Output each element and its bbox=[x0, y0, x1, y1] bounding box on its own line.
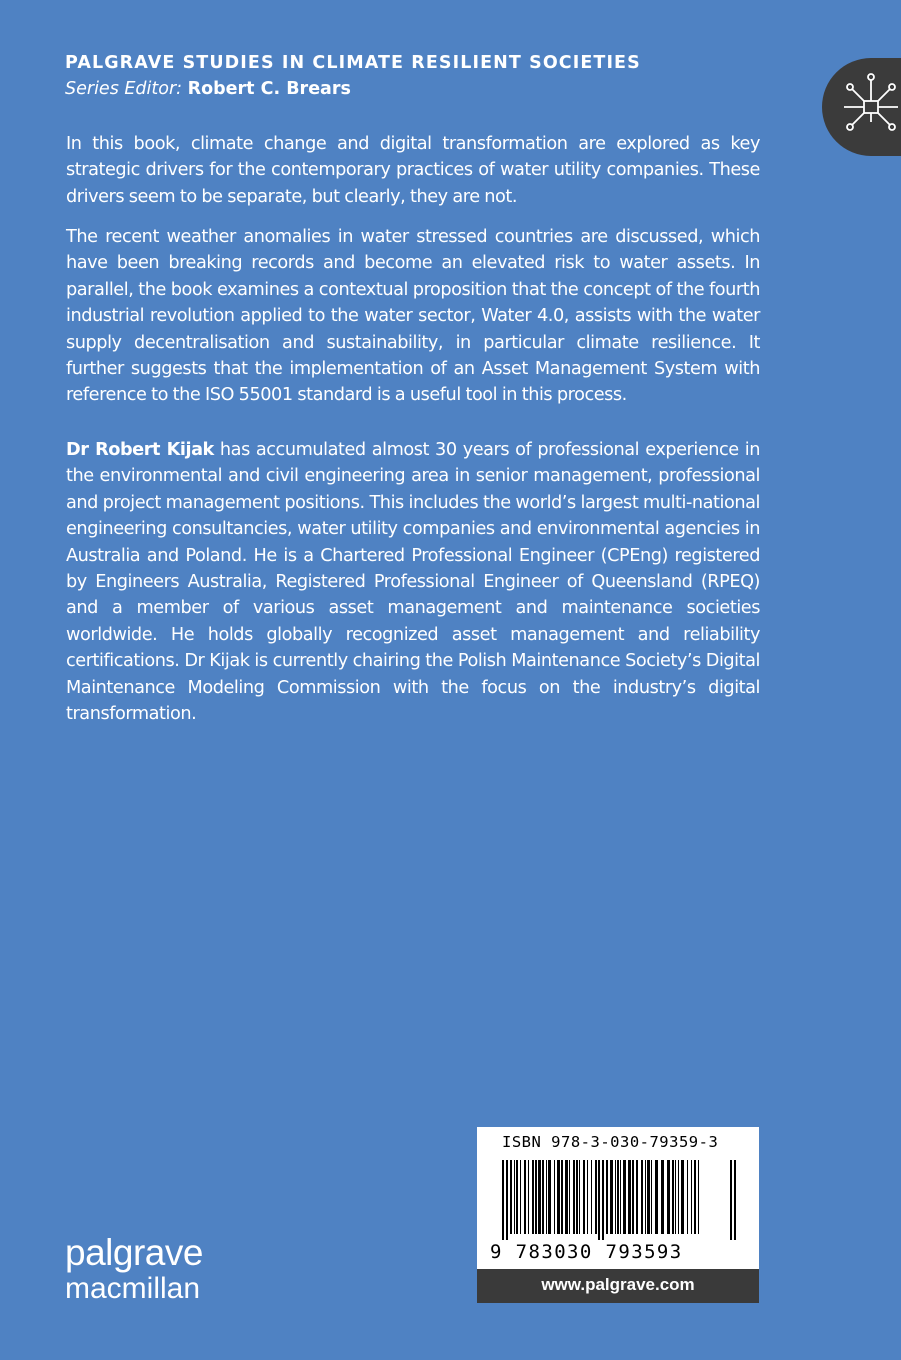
series-editor bbox=[65, 79, 351, 99]
publisher-url: www.palgrave.com bbox=[477, 1269, 759, 1303]
blurb-paragraph-1: In this book, climate change and digital transformation are explored as key strategic drivers for the contemporary practices of water utility companies. These drivers seem to be separate, but clearly, they are not. bbox=[66, 134, 760, 207]
barcode-digits: 9 783030 793593 bbox=[490, 1241, 683, 1263]
author-bio-text: has accumulated almost 30 years of professional experience in the environmental and civil engineering area in senior management, professional and project management positions. This includes the world’s largest multi-national engineering consultancies, water utility companies and environmental agencies in Australia and Poland. He is a Chartered Professional Engineer (CPEng) registered by Engineers Australia, Registered Professional Engineer of Queensland (RPEQ) and a member of various asset management and maintenance societies worldwide. He holds globally recognized asset management and reliability certifications. Dr Kijak is currently chairing the Polish Maintenance Society’s Digital Maintenance Modeling Commission with the focus on the industry’s digital transformation. bbox=[66, 440, 761, 725]
author-bio-paragraph bbox=[66, 437, 760, 727]
isbn-label: ISBN 978-3-030-79359-3 bbox=[502, 1133, 719, 1151]
publisher-logo-tab bbox=[822, 58, 901, 156]
publisher-name-line2: macmillan bbox=[65, 1272, 201, 1305]
series-title: PALGRAVE STUDIES IN CLIMATE RESILIENT SOCIETIES bbox=[65, 53, 641, 73]
blurb-paragraph-2: The recent weather anomalies in water stressed countries are discussed, which have been breaking records and become an elevated risk to water assets. In parallel, the book examines a contextual proposition that the concept of the fourth industrial revolution applied to the water sector, Water 4.0, assists with the water supply decentralisation and sustainability, in particular climate resilience. It further suggests that the implementation of an Asset Management System with reference to the ISO 55001 standard is a useful tool in this process. bbox=[66, 227, 760, 406]
publisher-wordmark bbox=[65, 1234, 203, 1306]
author-name: Dr Robert Kijak bbox=[66, 440, 214, 460]
series-editor-label: Series Editor: bbox=[65, 79, 183, 99]
barcode-icon bbox=[490, 1160, 742, 1240]
publisher-name-line1: palgrave bbox=[65, 1232, 203, 1273]
circuit-star-icon bbox=[840, 70, 901, 144]
series-editor-name: Robert C. Brears bbox=[187, 79, 351, 99]
